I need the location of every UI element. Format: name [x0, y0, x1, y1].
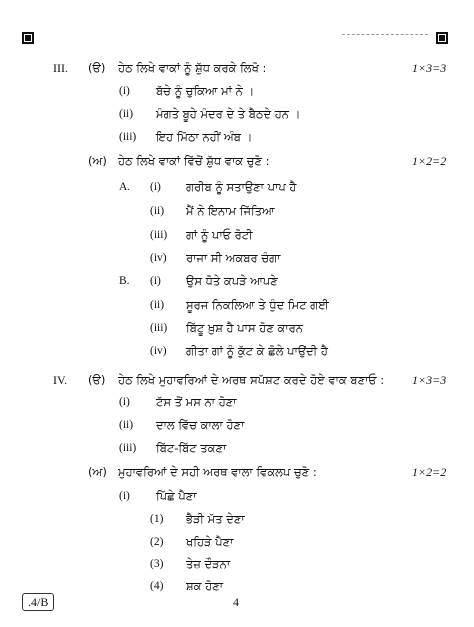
dashed-line [342, 34, 428, 35]
option-text: ਤੇਜ਼ ਦੌੜਨਾ [186, 557, 231, 571]
item-text: ਗਰੀਬ ਨੂੰ ਸਤਾਉਣਾ ਪਾਪ ਹੈ [186, 180, 297, 194]
marks: 1×2=2 [412, 465, 447, 479]
instruction: ਹੇਠ ਲਿਖੇ ਮੁਹਾਵਰਿਆਂ ਦੇ ਅਰਥ ਸਪੱਸ਼ਟ ਕਰਦੇ ਹੋਏ ਵਾਕ ਬਣਾਓ : [118, 373, 385, 387]
item-text: ਮੰਗਤੇ ਬੂਹੇ ਮੰਦਰ ਦੇ ਤੇ ਬੈਠਦੇ ਹਨ । [156, 107, 301, 121]
item-number: (ii) [150, 205, 165, 217]
item-text: ਬਿੱਟੂ ਖ਼ੁਸ਼ ਹੈ ਪਾਸ ਹੋਣ ਕਾਰਨ [186, 321, 303, 335]
item-text: ਬੱਚੇ ਨੂੰ ਚੁਕਿਆ ਮਾਂ ਨੇ । [156, 84, 255, 98]
section-number: IV. [53, 373, 68, 387]
qr-code-icon [22, 32, 34, 44]
item-text: ਦਾਲ ਵਿੱਚ ਕਾਲਾ ਹੋਣਾ [156, 418, 245, 432]
marks: 1×2=2 [412, 154, 447, 168]
option-text: ਭੈੜੀ ਮੱਤ ਦੇਣਾ [186, 512, 245, 526]
part-label: (ਅ) [88, 465, 107, 479]
marks: 1×3=3 [412, 61, 447, 75]
page-number: 4 [233, 595, 239, 609]
option-number: (1) [150, 513, 164, 525]
item-number: (iv) [150, 252, 167, 264]
option-text: ਖਹਿੜੇ ਪੈਣਾ [186, 535, 234, 549]
item-text: ਟੱਸ ਤੋਂ ਮਸ ਨਾ ਹੋਣਾ [156, 395, 237, 409]
item-text: ਬਿੱਟ-ਬਿੱਟ ਤਕਣਾ [156, 441, 227, 455]
item-text: ਗਾਂ ਨੂੰ ਪਾਓ ਰੋਟੀ [186, 228, 253, 242]
question-text: ਪਿੱਛੇ ਪੈਣਾ [156, 489, 197, 503]
part-label: (ੳ) [88, 373, 106, 387]
item-number: (ii) [119, 419, 134, 431]
item-text: ਮੈਂ ਨੇ ਇਨਾਮ ਜਿੱਤਿਆ [186, 204, 275, 218]
item-number: (i) [150, 181, 161, 193]
option-number: (4) [150, 580, 164, 592]
instruction: ਮੁਹਾਵਰਿਆਂ ਦੇ ਸਹੀ ਅਰਥ ਵਾਲਾ ਵਿਕਲਪ ਚੁਣੋ : [118, 465, 317, 479]
question-number: (i) [119, 490, 130, 502]
item-number: (iv) [150, 345, 167, 357]
item-number: (i) [119, 85, 130, 97]
qr-code-icon [436, 32, 448, 44]
marks: 1×3=3 [412, 373, 447, 387]
item-text: ਉਸ ਧੋਤੇ ਕਪੜੇ ਆਪਣੇ [186, 274, 278, 288]
item-number: (i) [150, 275, 161, 287]
paper-code: .4/B [22, 593, 54, 611]
item-number: (ii) [119, 108, 134, 120]
item-number: (iii) [119, 442, 137, 454]
instruction: ਹੇਠ ਲਿਖੇ ਵਾਕਾਂ ਨੂੰ ਸ਼ੁੱਧ ਕਰਕੇ ਲਿਖੋ : [118, 61, 267, 75]
item-text: ਇਹ ਮਿੱਠਾ ਨਹੀਂ ਅੰਬ । [156, 130, 253, 144]
instruction: ਹੇਠ ਲਿਖੇ ਵਾਕਾਂ ਵਿੱਚੋਂ ਸ਼ੁੱਧ ਵਾਕ ਚੁਣੋ : [118, 154, 270, 168]
option-number: (2) [150, 536, 164, 548]
part-label: (ੳ) [88, 61, 106, 75]
option-text: ਸ਼ਕ ਹੋਣਾ [186, 579, 223, 593]
item-text: ਗੀਤਾ ਗਾਂ ਨੂੰ ਕੁੱਟ ਕੇ ਛੋਲੇ ਪਾਉਂਦੀ ਹੈ [186, 344, 328, 358]
group-letter: A. [119, 181, 131, 193]
item-number: (ii) [150, 299, 165, 311]
item-number: (iii) [150, 322, 168, 334]
item-number: (iii) [119, 131, 137, 143]
group-letter: B. [119, 275, 130, 287]
item-number: (i) [119, 396, 130, 408]
section-number: III. [53, 61, 68, 75]
option-number: (3) [150, 558, 164, 570]
item-number: (iii) [150, 229, 168, 241]
part-label: (ਅ) [88, 154, 107, 168]
item-text: ਸੂਰਜ ਨਿਕਲਿਆ ਤੇ ਧੁੰਦ ਮਿਟ ਗਈ [186, 298, 329, 312]
item-text: ਰਾਜਾ ਸੀ ਅਕਬਰ ਚੰਗਾ [186, 251, 281, 265]
